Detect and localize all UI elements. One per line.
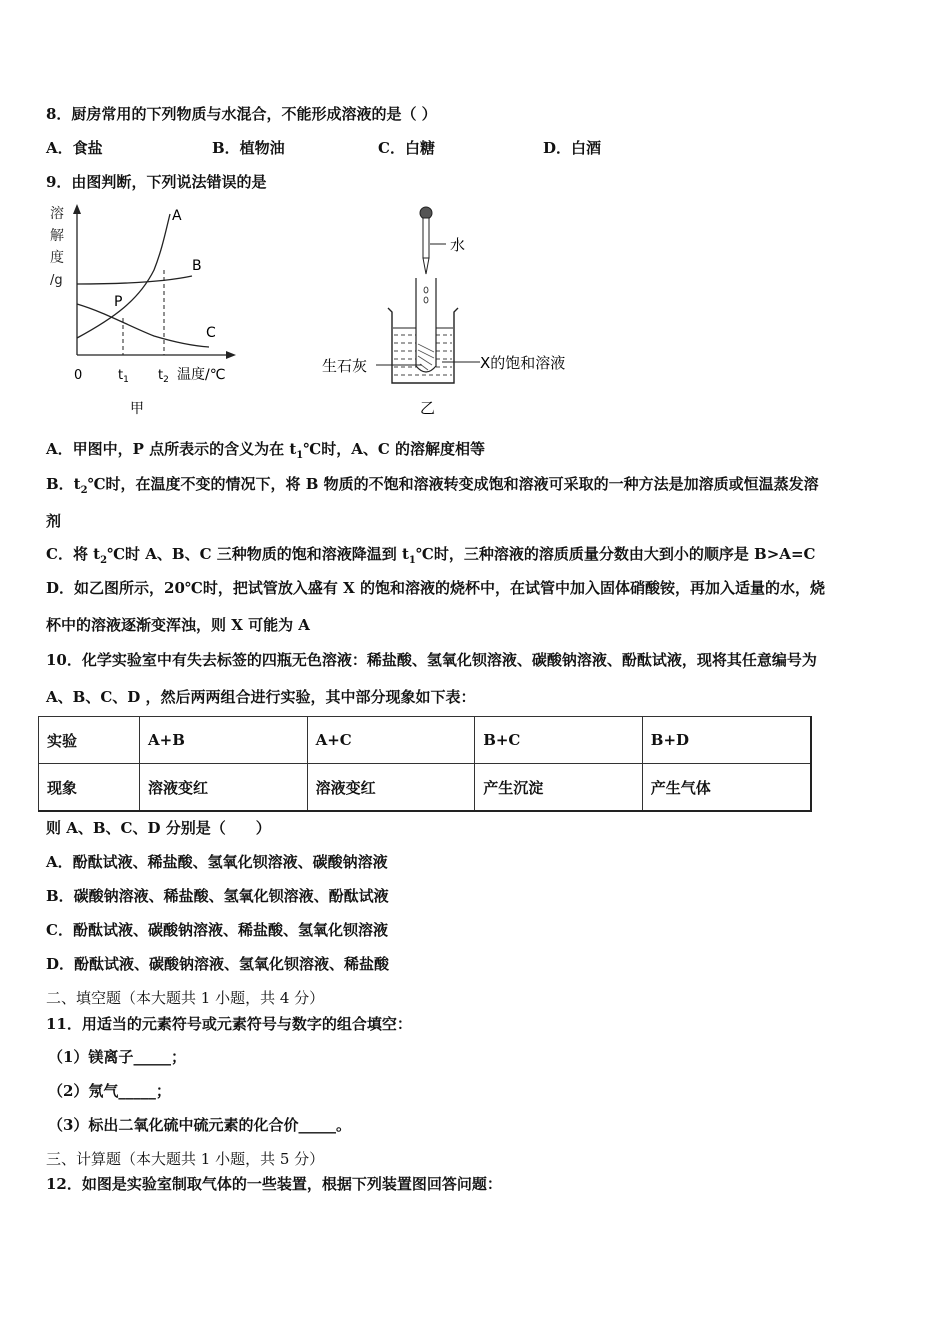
label-a: A — [172, 208, 182, 224]
q9-option-c: C．将 $t_2℃$时 A、B、C 三种物质的饱和溶液降温到 $t_1℃$时，三种溶液的溶质质量分数由大到小的顺序是 B>A=C — [46, 545, 816, 566]
section-3-heading: 三、计算题（本大题共 1 小题，共 5 分） — [46, 1150, 325, 1168]
table-row — [39, 764, 812, 812]
table-cell: 产生气体 — [642, 764, 811, 812]
table-cell: 现象 — [39, 764, 140, 812]
solubility-curve-figure — [44, 200, 244, 420]
q8-option-d: D．白酒 — [543, 139, 602, 157]
ylabel-char-4: /g — [50, 273, 63, 288]
q9-option-d-continued: 杯中的溶液逐渐变浑浊，则 X 可能为 A — [46, 616, 310, 634]
q10-option-a: A．酚酞试液、稀盐酸、氢氧化钡溶液、碳酸钠溶液 — [46, 853, 388, 871]
q8-option-b: B．植物油 — [212, 139, 285, 157]
q9-option-a: A．甲图中，P 点所表示的含义为在 $t_1℃$时，A、C 的溶解度相等 — [46, 440, 486, 461]
ylabel-char-1: 溶 — [50, 206, 64, 222]
ylabel-char-3: 度 — [50, 250, 64, 266]
q12-stem: 12．如图是实验室制取气体的一些装置，根据下列装置图回答问题： — [46, 1175, 502, 1193]
table-cell: B+D — [642, 717, 811, 764]
figure-caption-yi: 乙 — [420, 399, 436, 417]
table-cell: A+B — [140, 717, 308, 764]
table-cell: 溶液变红 — [307, 764, 475, 812]
table-cell: 实验 — [39, 717, 140, 764]
experiment-table — [38, 716, 812, 812]
q8-stem: 8．厨房常用的下列物质与水混合，不能形成溶液的是（ ） — [46, 105, 437, 123]
table-cell: B+C — [475, 717, 643, 764]
origin-label: 0 — [74, 368, 83, 383]
q8-option-c: C．白糖 — [378, 139, 435, 157]
dropper-tube — [423, 218, 429, 258]
q10-question: 则 A、B、C、D 分别是（ ） — [46, 819, 271, 837]
q10-option-b: B．碳酸钠溶液、稀盐酸、氢氧化钡溶液、酚酞试液 — [46, 887, 389, 905]
ylabel-char-2: 解 — [50, 228, 64, 244]
section-2-heading: 二、填空题（本大题共 1 小题，共 4 分） — [46, 989, 325, 1007]
x-axis-arrow — [226, 351, 236, 359]
solution-label: X的饱和溶液 — [480, 354, 566, 372]
water-label: 水 — [450, 236, 466, 254]
q9-option-d: D．如乙图所示，20℃时，把试管放入盛有 X 的饱和溶液的烧杯中，在试管中加入固体硝酸铵，再加入适量的水，烧 — [46, 579, 825, 597]
dropper-tip — [423, 258, 429, 274]
q11-item-2: （2）氖气_____； — [48, 1082, 171, 1100]
beaker-figure — [318, 200, 588, 420]
table-cell: A+C — [307, 717, 475, 764]
q11-item-1: （1）镁离子_____； — [48, 1048, 186, 1066]
q10-option-c: C．酚酞试液、碳酸钠溶液、稀盐酸、氢氧化钡溶液 — [46, 921, 388, 939]
q9-option-b-continued: 剂 — [46, 512, 62, 530]
q11-item-3: （3）标出二氧化硫中硫元素的化合价_____。 — [48, 1116, 351, 1134]
x-axis-label: 温度/℃ — [177, 367, 226, 383]
label-c: C — [206, 325, 216, 341]
lime-label: 生石灰 — [322, 357, 368, 375]
q9-option-b: B．$t_2℃$时，在温度不变的情况下，将 B 物质的不饱和溶液转变成饱和溶液可采取的一种方法是加溶质或恒温蒸发溶 — [46, 475, 819, 496]
dropper-bulb — [420, 207, 432, 219]
table-cell: 产生沉淀 — [475, 764, 643, 812]
t2-label: $t_2$ — [158, 368, 169, 385]
label-b: B — [192, 258, 202, 274]
y-axis-arrow — [73, 204, 81, 214]
q8-option-a: A．食盐 — [46, 139, 103, 157]
curve-b — [77, 276, 192, 284]
q9-stem: 9．由图判断，下列说法错误的是 — [46, 173, 267, 191]
q10-stem-continued: A、B、C、D ，然后两两组合进行实验，其中部分现象如下表： — [46, 688, 476, 706]
q10-stem: 10．化学实验室中有失去标签的四瓶无色溶液：稀盐酸、氢氧化钡溶液、碳酸钠溶液、酚酞试液，现将其任意编号为 — [46, 651, 817, 669]
figure-caption-jia: 甲 — [130, 401, 144, 417]
table-cell: 溶液变红 — [140, 764, 308, 812]
table-row — [39, 717, 812, 764]
curve-c — [77, 304, 209, 347]
q11-stem: 11．用适当的元素符号或元素符号与数字的组合填空： — [46, 1015, 412, 1033]
t1-label: $t_1$ — [118, 368, 129, 385]
label-p: P — [114, 294, 123, 310]
q10-option-d: D．酚酞试液、碳酸钠溶液、氢氧化钡溶液、稀盐酸 — [46, 955, 390, 973]
